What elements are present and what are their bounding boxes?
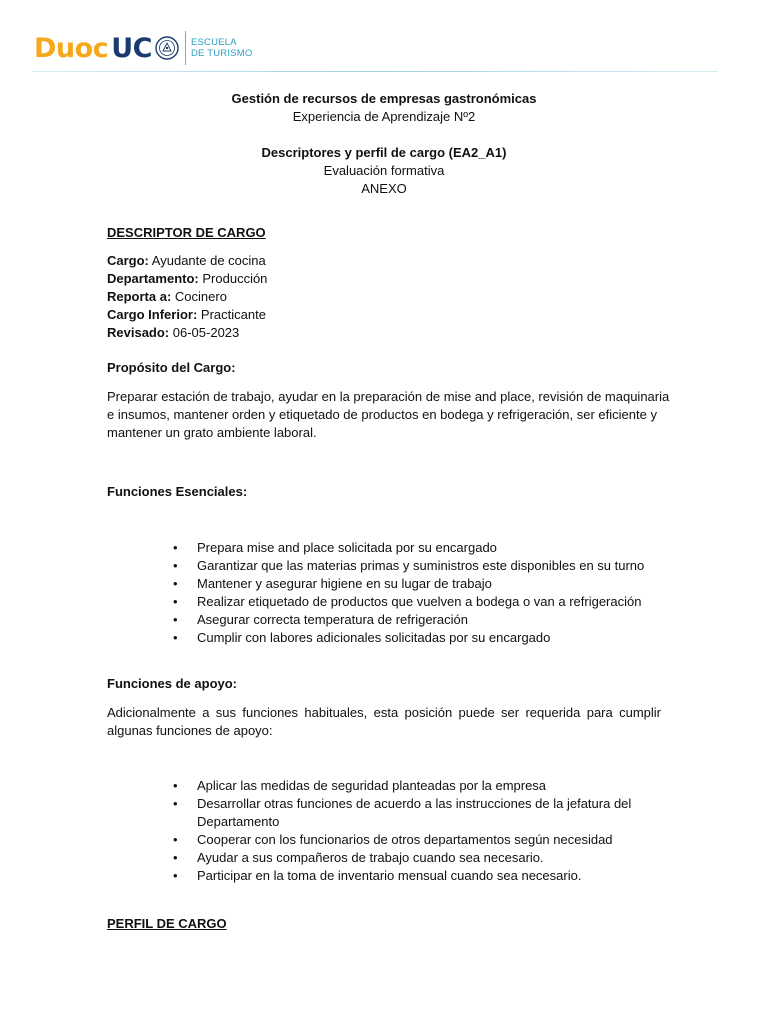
bullet-icon: •: [173, 868, 178, 883]
experience-subtitle: Experiencia de Aprendizaje Nº2: [292, 109, 476, 124]
bullet-icon: •: [173, 540, 178, 555]
support-functions-heading: Funciones de apoyo:: [107, 676, 238, 691]
list-item-text: Participar en la toma de inventario mensual cuando sea necesario.: [197, 868, 582, 883]
purpose-heading: Propósito del Cargo:: [107, 360, 236, 375]
field-value: Cocinero: [174, 289, 227, 304]
list-item: [107, 629, 661, 647]
bullet-icon: •: [173, 576, 178, 591]
list-item: [107, 593, 661, 611]
annex-label: ANEXO: [361, 181, 407, 196]
field-cargo: [107, 252, 661, 270]
bullet-icon: •: [173, 778, 178, 793]
list-item-text: Mantener y asegurar higiene en su lugar de trabajo: [197, 576, 492, 591]
field-label: Cargo Inferior:: [107, 307, 198, 322]
bullet-icon: •: [173, 630, 178, 645]
field-cargo-inferior: [107, 306, 661, 324]
list-item-text: Ayudar a sus compañeros de trabajo cuando sea necesario.: [197, 850, 544, 865]
bullet-icon: •: [173, 832, 178, 847]
purpose-line: Preparar estación de trabajo, ayudar en la preparación de mise and place, revisión de maquinaria: [107, 389, 670, 404]
list-item: [107, 539, 661, 557]
list-item-text: Cumplir con labores adicionales solicitadas por su encargado: [197, 630, 551, 645]
list-item: [107, 867, 661, 885]
essential-functions-heading: Funciones Esenciales:: [107, 484, 248, 499]
field-label: Revisado:: [107, 325, 170, 340]
list-item: [107, 795, 661, 831]
bullet-icon: •: [173, 796, 178, 811]
support-intro: Adicionalmente a sus funciones habituales, esta posición puede ser requerida para cumplir algunas funciones de apoyo:: [107, 705, 661, 738]
list-item: [107, 831, 661, 849]
university-seal-icon: [155, 36, 179, 60]
list-item-text: Asegurar correcta temperatura de refrigeración: [197, 612, 468, 627]
purpose-line: e insumos, mantener orden y etiquetado de productos en bodega y refrigeración, ser eficiente y: [107, 407, 657, 422]
logo-duoc-text: Duoc: [34, 32, 109, 64]
activity-title: Descriptores y perfil de cargo (EA2_A1): [261, 145, 507, 160]
list-item-text: Garantizar que las materias primas y suministros este disponibles en su turno: [197, 558, 645, 573]
course-title: Gestión de recursos de empresas gastronómicas: [231, 91, 537, 106]
list-item: [107, 777, 661, 795]
list-item: [107, 575, 661, 593]
page-header: [34, 28, 252, 68]
bullet-icon: •: [173, 594, 178, 609]
field-revisado: [107, 324, 661, 342]
bullet-icon: •: [173, 612, 178, 627]
field-label: Reporta a:: [107, 289, 172, 304]
list-item-text: Desarrollar otras funciones de acuerdo a las instrucciones de la jefatura del Departamento: [197, 796, 632, 829]
list-item-text: Cooperar con los funcionarios de otros departamentos según necesidad: [197, 832, 613, 847]
field-value: 06-05-2023: [172, 325, 240, 340]
field-value: Producción: [202, 271, 268, 286]
field-label: Departamento:: [107, 271, 199, 286]
essential-functions-list: [107, 539, 661, 647]
section-descriptor-heading: DESCRIPTOR DE CARGO: [107, 225, 266, 240]
evaluation-type: Evaluación formativa: [323, 163, 445, 178]
list-item-text: Aplicar las medidas de seguridad planteadas por la empresa: [197, 778, 547, 793]
document-body: [107, 90, 670, 933]
list-item-text: Realizar etiquetado de productos que vuelven a bodega o van a refrigeración: [197, 594, 642, 609]
field-value: Ayudante de cocina: [151, 253, 266, 268]
header-rule: [32, 71, 718, 72]
bullet-icon: •: [173, 558, 178, 573]
purpose-line: mantener un grato ambiente laboral.: [107, 425, 317, 440]
field-value: Practicante: [200, 307, 266, 322]
list-item-text: Prepara mise and place solicitada por su encargado: [197, 540, 497, 555]
school-name: [191, 37, 252, 59]
list-item: [107, 611, 661, 629]
field-reporta: [107, 288, 661, 306]
field-label: Cargo:: [107, 253, 149, 268]
support-functions-list: [107, 777, 661, 885]
bullet-icon: •: [173, 850, 178, 865]
school-line-1: ESCUELA: [190, 37, 237, 48]
list-item: [107, 849, 661, 867]
school-line-2: DE TURISMO: [190, 48, 253, 59]
field-departamento: [107, 270, 661, 288]
section-profile-heading: PERFIL DE CARGO: [107, 916, 227, 931]
logo-divider: [185, 31, 186, 65]
list-item: [107, 557, 661, 575]
logo-uc-text: UC: [111, 32, 152, 64]
